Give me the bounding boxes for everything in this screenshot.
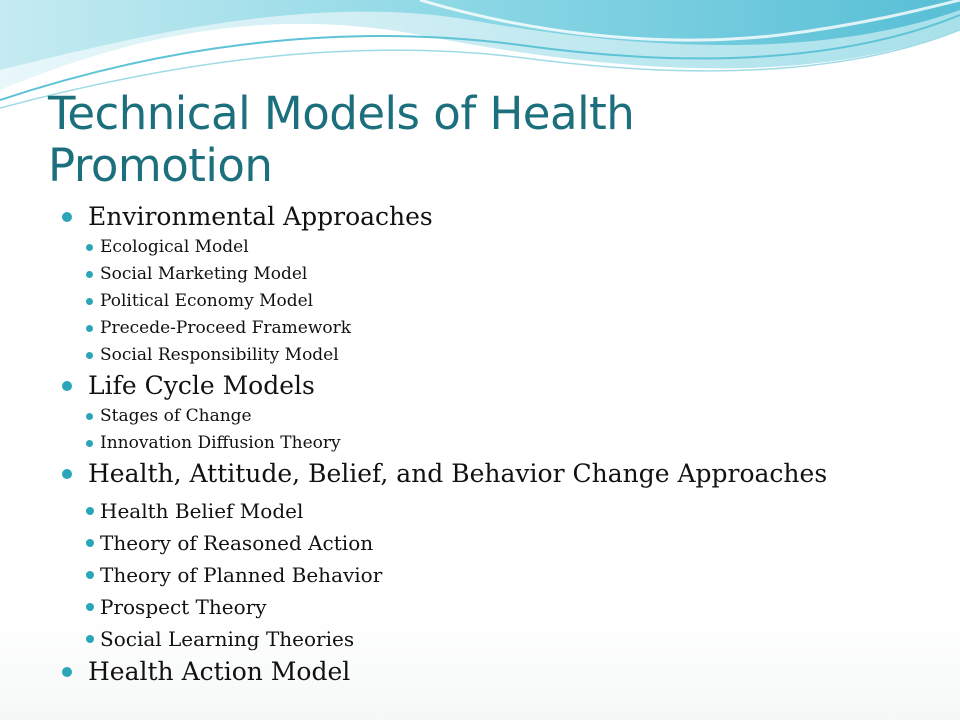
- bullet-icon: [86, 507, 94, 515]
- bullet-icon: [86, 244, 93, 251]
- list-item: Political Economy Model: [62, 288, 942, 315]
- list-item: Precede-Proceed Framework: [62, 315, 942, 342]
- list-item: Theory of Planned Behavior: [62, 559, 942, 591]
- list-item: Stages of Change: [62, 403, 942, 430]
- list-item: Social Learning Theories: [62, 623, 942, 655]
- bullet-icon: [62, 212, 72, 222]
- bullet-icon: [86, 413, 93, 420]
- list-item: Social Marketing Model: [62, 261, 942, 288]
- list-item: Ecological Model: [62, 234, 942, 261]
- bullet-icon: [62, 469, 72, 479]
- bullet-icon: [86, 440, 93, 447]
- list-item: Health Belief Model: [62, 495, 942, 527]
- section-heading: Health Action Model: [62, 655, 942, 689]
- section-heading: Environmental Approaches: [62, 200, 942, 234]
- bullet-icon: [86, 603, 94, 611]
- list-item: Prospect Theory: [62, 591, 942, 623]
- bullet-icon: [62, 667, 72, 677]
- section-heading: Health, Attitude, Belief, and Behavior Change Approaches: [62, 457, 942, 491]
- bullet-list: [62, 200, 942, 689]
- list-item: Innovation Diffusion Theory: [62, 430, 942, 457]
- list-item: Theory of Reasoned Action: [62, 527, 942, 559]
- bullet-icon: [86, 571, 94, 579]
- bullet-icon: [86, 352, 93, 359]
- list-item: Social Responsibility Model: [62, 342, 942, 369]
- bullet-icon: [62, 381, 72, 391]
- section-heading: Life Cycle Models: [62, 369, 942, 403]
- bullet-icon: [86, 271, 93, 278]
- bullet-icon: [86, 539, 94, 547]
- bullet-icon: [86, 298, 93, 305]
- slide-title: Technical Models of Health Promotion: [48, 87, 635, 192]
- bullet-icon: [86, 635, 94, 643]
- bullet-icon: [86, 325, 93, 332]
